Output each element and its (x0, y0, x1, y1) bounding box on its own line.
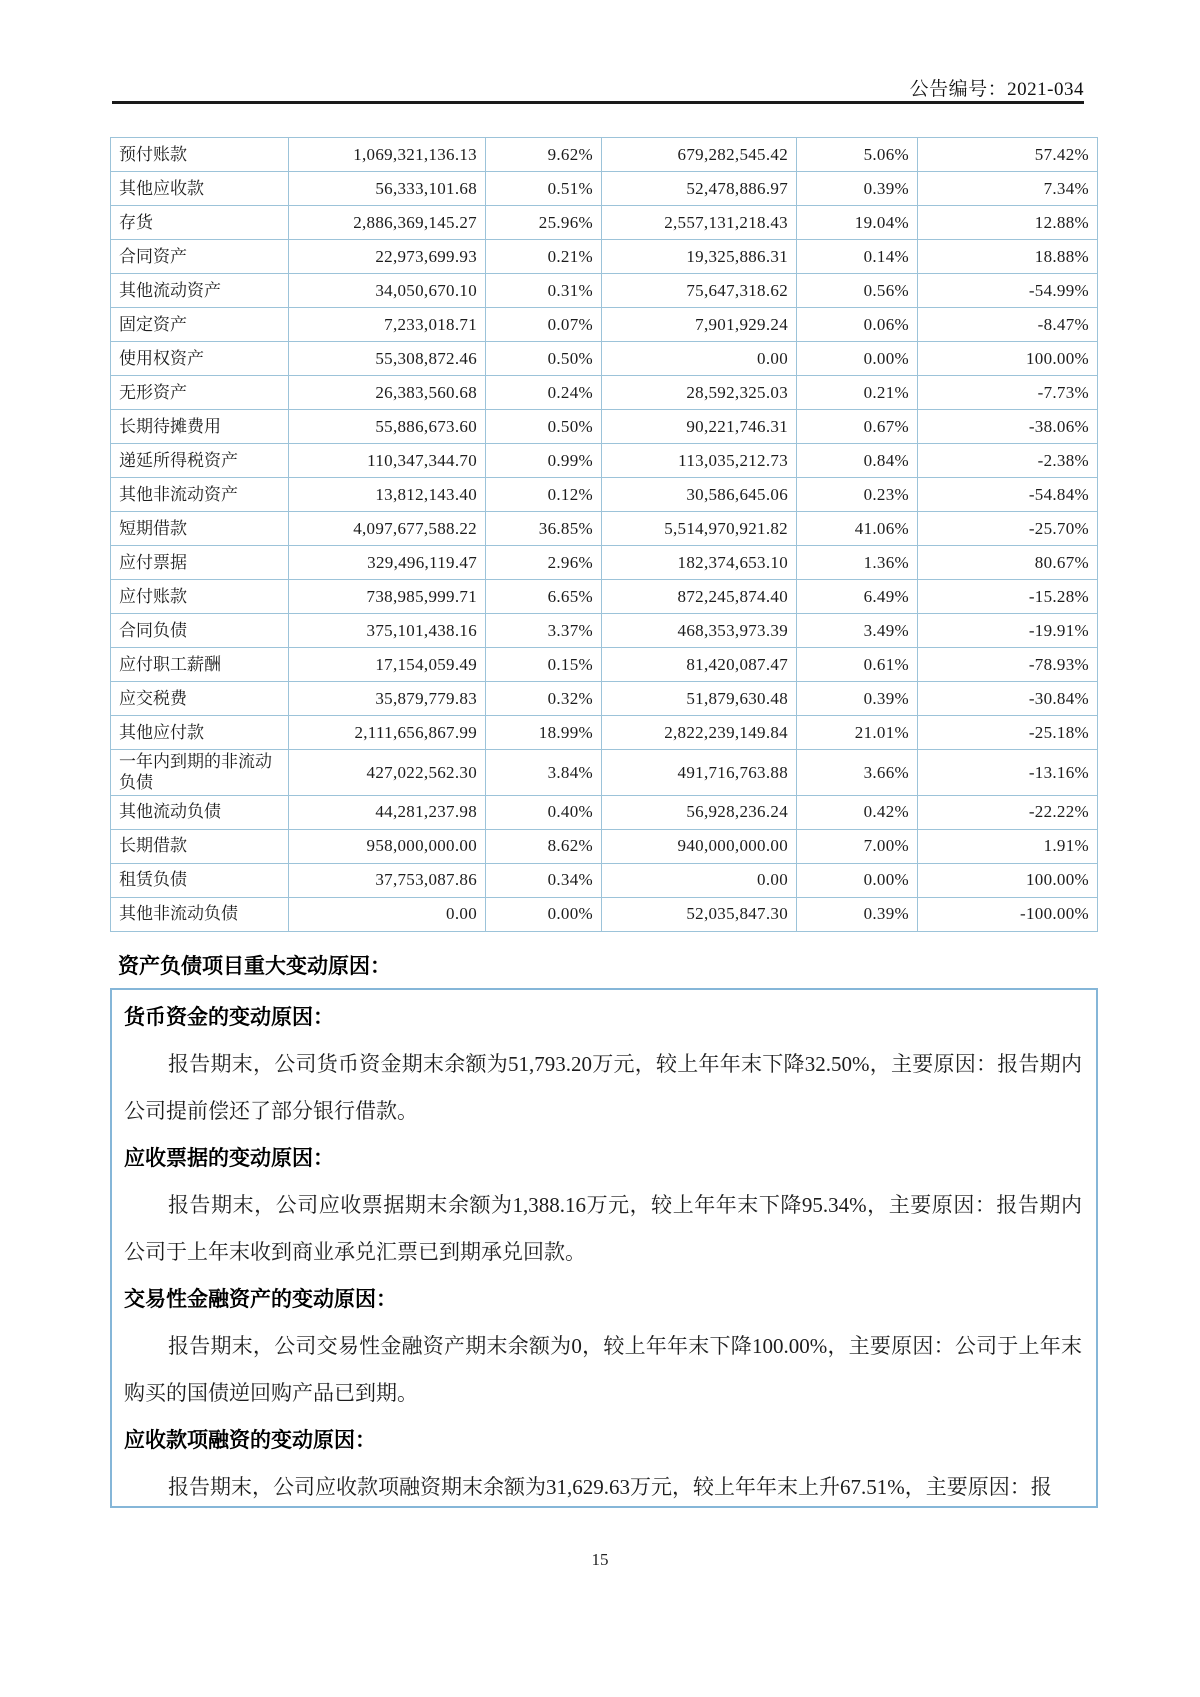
cell-pct_current: 3.84% (486, 750, 602, 796)
reason-body: 报告期末，公司应收款项融资期末余额为31,629.63万元，较上年年末上升67.51%，主要原因：报 (168, 1475, 1052, 1499)
table-row (111, 750, 1098, 796)
cell-amount_current: 56,333,101.68 (289, 172, 486, 206)
cell-pct_current: 6.65% (486, 580, 602, 614)
cell-change_pct: -54.99% (918, 274, 1098, 308)
cell-pct_prior: 0.39% (797, 897, 918, 931)
cell-pct_current: 0.32% (486, 682, 602, 716)
cell-pct_prior: 21.01% (797, 716, 918, 750)
cell-pct_prior: 0.06% (797, 308, 918, 342)
cell-change_pct: -78.93% (918, 648, 1098, 682)
table-row (111, 614, 1098, 648)
cell-change_pct: 12.88% (918, 206, 1098, 240)
cell-item: 合同负债 (111, 614, 289, 648)
table-row (111, 648, 1098, 682)
section-title: 资产负债项目重大变动原因： (118, 954, 391, 978)
table-row (111, 546, 1098, 580)
cell-pct_current: 0.12% (486, 478, 602, 512)
cell-amount_current: 738,985,999.71 (289, 580, 486, 614)
table-row (111, 580, 1098, 614)
cell-pct_prior: 0.61% (797, 648, 918, 682)
cell-amount_current: 375,101,438.16 (289, 614, 486, 648)
cell-amount_prior: 0.00 (602, 863, 797, 897)
cell-pct_current: 0.99% (486, 444, 602, 478)
reasons-box (110, 988, 1098, 1508)
cell-item: 长期借款 (111, 829, 289, 863)
cell-amount_prior: 52,478,886.97 (602, 172, 797, 206)
cell-pct_current: 0.21% (486, 240, 602, 274)
cell-change_pct: 100.00% (918, 342, 1098, 376)
cell-amount_current: 427,022,562.30 (289, 750, 486, 796)
cell-change_pct: -100.00% (918, 897, 1098, 931)
cell-amount_prior: 872,245,874.40 (602, 580, 797, 614)
table-row (111, 478, 1098, 512)
table-row (111, 682, 1098, 716)
cell-amount_prior: 940,000,000.00 (602, 829, 797, 863)
table-row (111, 240, 1098, 274)
cell-amount_prior: 52,035,847.30 (602, 897, 797, 931)
reason-body: 报告期末，公司应收票据期末余额为1,388.16万元，较上年年末下降95.34%，主要原因：报告期内公司于上年末收到商业承兑汇票已到期承兑回款。 (124, 1193, 1082, 1264)
table-row (111, 897, 1098, 931)
cell-pct_current: 2.96% (486, 546, 602, 580)
cell-pct_current: 0.15% (486, 648, 602, 682)
cell-pct_prior: 3.49% (797, 614, 918, 648)
cell-item: 其他流动资产 (111, 274, 289, 308)
cell-pct_prior: 0.00% (797, 863, 918, 897)
cell-pct_current: 0.50% (486, 342, 602, 376)
cell-pct_current: 18.99% (486, 716, 602, 750)
cell-item: 应付账款 (111, 580, 289, 614)
cell-pct_prior: 1.36% (797, 546, 918, 580)
cell-pct_prior: 7.00% (797, 829, 918, 863)
reason-heading: 应收款项融资的变动原因： (124, 1428, 376, 1452)
table-row (111, 308, 1098, 342)
cell-pct_current: 0.34% (486, 863, 602, 897)
table-row (111, 410, 1098, 444)
cell-item: 存货 (111, 206, 289, 240)
table-row (111, 274, 1098, 308)
header-divider (112, 101, 1084, 104)
cell-item: 其他非流动资产 (111, 478, 289, 512)
cell-amount_prior: 182,374,653.10 (602, 546, 797, 580)
cell-pct_prior: 0.14% (797, 240, 918, 274)
table-row (111, 863, 1098, 897)
cell-pct_prior: 3.66% (797, 750, 918, 796)
cell-amount_current: 329,496,119.47 (289, 546, 486, 580)
page-header (112, 74, 1084, 101)
cell-amount_prior: 28,592,325.03 (602, 376, 797, 410)
cell-item: 短期借款 (111, 512, 289, 546)
cell-item: 应交税费 (111, 682, 289, 716)
cell-item: 应付职工薪酬 (111, 648, 289, 682)
cell-pct_prior: 0.39% (797, 682, 918, 716)
cell-amount_prior: 75,647,318.62 (602, 274, 797, 308)
cell-amount_prior: 468,353,973.39 (602, 614, 797, 648)
cell-amount_prior: 7,901,929.24 (602, 308, 797, 342)
cell-item: 其他应收款 (111, 172, 289, 206)
cell-amount_prior: 679,282,545.42 (602, 138, 797, 172)
reason-body: 报告期末，公司交易性金融资产期末余额为0，较上年年末下降100.00%，主要原因：公司于上年末购买的国债逆回购产品已到期。 (124, 1334, 1082, 1405)
table-row (111, 138, 1098, 172)
cell-amount_prior: 491,716,763.88 (602, 750, 797, 796)
cell-amount_current: 22,973,699.93 (289, 240, 486, 274)
cell-pct_current: 0.24% (486, 376, 602, 410)
cell-change_pct: 7.34% (918, 172, 1098, 206)
cell-pct_prior: 41.06% (797, 512, 918, 546)
cell-change_pct: -38.06% (918, 410, 1098, 444)
cell-item: 长期待摊费用 (111, 410, 289, 444)
cell-item: 其他非流动负债 (111, 897, 289, 931)
cell-change_pct: 1.91% (918, 829, 1098, 863)
table-row (111, 172, 1098, 206)
cell-pct_current: 25.96% (486, 206, 602, 240)
cell-pct_prior: 0.21% (797, 376, 918, 410)
cell-amount_current: 26,383,560.68 (289, 376, 486, 410)
table-row (111, 444, 1098, 478)
cell-pct_current: 0.50% (486, 410, 602, 444)
cell-change_pct: 57.42% (918, 138, 1098, 172)
page-number: 15 (591, 1550, 609, 1569)
table-row (111, 795, 1098, 829)
cell-amount_prior: 51,879,630.48 (602, 682, 797, 716)
cell-pct_current: 0.07% (486, 308, 602, 342)
reason-heading: 应收票据的变动原因： (124, 1146, 334, 1170)
table-row (111, 342, 1098, 376)
cell-change_pct: -2.38% (918, 444, 1098, 478)
cell-change_pct: -15.28% (918, 580, 1098, 614)
cell-pct_prior: 0.56% (797, 274, 918, 308)
cell-change_pct: 100.00% (918, 863, 1098, 897)
cell-item: 递延所得税资产 (111, 444, 289, 478)
cell-item: 无形资产 (111, 376, 289, 410)
cell-change_pct: -8.47% (918, 308, 1098, 342)
cell-amount_prior: 30,586,645.06 (602, 478, 797, 512)
cell-amount_prior: 56,928,236.24 (602, 795, 797, 829)
cell-amount_current: 1,069,321,136.13 (289, 138, 486, 172)
cell-amount_current: 0.00 (289, 897, 486, 931)
notice-number: 公告编号：2021-034 (909, 79, 1084, 100)
cell-pct_prior: 0.42% (797, 795, 918, 829)
cell-change_pct: 18.88% (918, 240, 1098, 274)
cell-item: 一年内到期的非流动负债 (111, 750, 289, 796)
cell-pct_current: 36.85% (486, 512, 602, 546)
cell-pct_prior: 0.67% (797, 410, 918, 444)
reason-heading: 货币资金的变动原因： (124, 1005, 334, 1029)
cell-pct_prior: 5.06% (797, 138, 918, 172)
cell-amount_current: 55,308,872.46 (289, 342, 486, 376)
cell-item: 使用权资产 (111, 342, 289, 376)
cell-change_pct: -22.22% (918, 795, 1098, 829)
cell-amount_current: 7,233,018.71 (289, 308, 486, 342)
cell-amount_prior: 81,420,087.47 (602, 648, 797, 682)
cell-item: 其他应付款 (111, 716, 289, 750)
balance-sheet-change-table (110, 137, 1098, 932)
cell-pct_current: 0.00% (486, 897, 602, 931)
cell-pct_prior: 0.23% (797, 478, 918, 512)
cell-item: 预付账款 (111, 138, 289, 172)
cell-change_pct: 80.67% (918, 546, 1098, 580)
reason-body: 报告期末，公司货币资金期末余额为51,793.20万元，较上年年末下降32.50%，主要原因：报告期内公司提前偿还了部分银行借款。 (124, 1052, 1082, 1123)
cell-amount_current: 44,281,237.98 (289, 795, 486, 829)
cell-pct_current: 0.40% (486, 795, 602, 829)
cell-change_pct: -13.16% (918, 750, 1098, 796)
cell-amount_prior: 2,822,239,149.84 (602, 716, 797, 750)
table-row (111, 716, 1098, 750)
cell-item: 应付票据 (111, 546, 289, 580)
cell-pct_current: 3.37% (486, 614, 602, 648)
cell-amount_prior: 90,221,746.31 (602, 410, 797, 444)
cell-pct_prior: 6.49% (797, 580, 918, 614)
cell-item: 固定资产 (111, 308, 289, 342)
cell-amount_prior: 19,325,886.31 (602, 240, 797, 274)
table-row (111, 512, 1098, 546)
cell-item: 租赁负债 (111, 863, 289, 897)
cell-pct_current: 9.62% (486, 138, 602, 172)
cell-pct_prior: 0.00% (797, 342, 918, 376)
cell-change_pct: -54.84% (918, 478, 1098, 512)
cell-amount_current: 13,812,143.40 (289, 478, 486, 512)
cell-amount_current: 17,154,059.49 (289, 648, 486, 682)
cell-item: 合同资产 (111, 240, 289, 274)
cell-amount_current: 4,097,677,588.22 (289, 512, 486, 546)
cell-pct_prior: 0.39% (797, 172, 918, 206)
cell-change_pct: -25.18% (918, 716, 1098, 750)
table-row (111, 829, 1098, 863)
cell-amount_current: 2,886,369,145.27 (289, 206, 486, 240)
cell-amount_current: 37,753,087.86 (289, 863, 486, 897)
cell-amount_current: 110,347,344.70 (289, 444, 486, 478)
cell-pct_prior: 19.04% (797, 206, 918, 240)
cell-amount_prior: 2,557,131,218.43 (602, 206, 797, 240)
reason-heading: 交易性金融资产的变动原因： (124, 1287, 397, 1311)
cell-pct_current: 8.62% (486, 829, 602, 863)
cell-amount_prior: 113,035,212.73 (602, 444, 797, 478)
cell-change_pct: -25.70% (918, 512, 1098, 546)
cell-pct_current: 0.31% (486, 274, 602, 308)
cell-amount_prior: 5,514,970,921.82 (602, 512, 797, 546)
cell-item: 其他流动负债 (111, 795, 289, 829)
cell-amount_current: 958,000,000.00 (289, 829, 486, 863)
table-row (111, 206, 1098, 240)
table-row (111, 376, 1098, 410)
cell-pct_prior: 0.84% (797, 444, 918, 478)
cell-amount_prior: 0.00 (602, 342, 797, 376)
cell-amount_current: 34,050,670.10 (289, 274, 486, 308)
cell-amount_current: 2,111,656,867.99 (289, 716, 486, 750)
cell-pct_current: 0.51% (486, 172, 602, 206)
cell-change_pct: -7.73% (918, 376, 1098, 410)
cell-amount_current: 55,886,673.60 (289, 410, 486, 444)
cell-change_pct: -30.84% (918, 682, 1098, 716)
cell-amount_current: 35,879,779.83 (289, 682, 486, 716)
cell-change_pct: -19.91% (918, 614, 1098, 648)
